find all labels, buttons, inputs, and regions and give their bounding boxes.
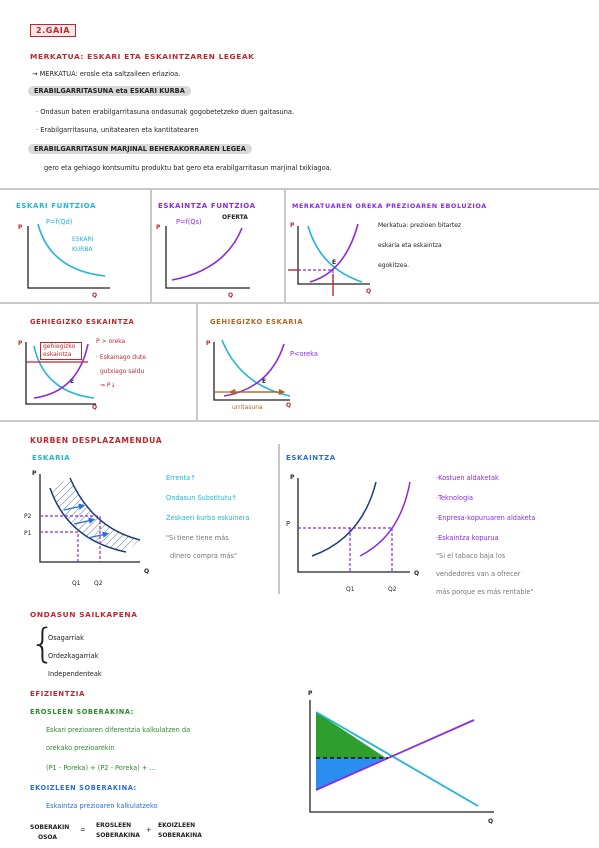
quantity-label: Q2: [94, 580, 103, 587]
demand-function-title: ESKARI FUNTZIOA: [16, 202, 97, 210]
demand-formula: P=f(Qd): [46, 218, 73, 226]
producer-surplus-term: SOBERAKINA: [158, 832, 202, 839]
demand-shift-quote: "Si tiene tiene más: [166, 534, 229, 542]
excess-demand-note: P<oreka: [290, 350, 318, 358]
consumer-surplus-term: SOBERAKINA: [96, 832, 140, 839]
axis-p-label: P: [206, 340, 211, 347]
excess-demand-title: GEHIEGIZKO ESKARIA: [210, 318, 304, 326]
demand-shift-note: Ondasun Substitutu↑: [166, 494, 237, 502]
utility-heading: ERABILGARRITASUNA eta ESKARI KURBA: [28, 86, 191, 96]
axis-p-label: P: [290, 474, 295, 481]
efficiency-title: EFIZIENTZIA: [30, 690, 85, 698]
total-surplus-label: OSOA: [38, 834, 58, 841]
consumer-surplus-title: EROSLEEN SOBERAKINA:: [30, 708, 134, 716]
goods-item: Ordezkagarriak: [48, 652, 99, 660]
axis-p-label: P: [156, 224, 161, 231]
section-title: MERKATUA: ESKARI ETA ESKAINTZAREN LEGEAK: [30, 52, 255, 61]
axis-q-label: Q: [144, 568, 150, 575]
quantity-label: Q1: [346, 586, 355, 593]
demand-shift-note: Zeskaeri kurba eskuinera: [166, 514, 250, 522]
marginal-utility-heading: ERABILGARRITASUN MARJINAL BEHERAKORRAREN LEGEA: [28, 144, 252, 154]
quantity-label: Q2: [388, 586, 397, 593]
equilibrium-point-label: E: [70, 378, 75, 385]
market-definition: → MERKATUA: erosle eta saltzaileen erlazioa.: [32, 70, 181, 78]
excess-supply-note: · Eskainago dute: [96, 354, 146, 361]
demand-shift-title: ESKARIA: [32, 454, 71, 462]
supply-shift-note: ·Teknologia: [436, 494, 474, 502]
consumer-surplus-text: Eskari prezioaren diferentzia kalkulatzen da: [46, 726, 191, 734]
demand-curve-label: KURBA: [72, 246, 93, 253]
total-surplus-label: SOBERAKIN: [30, 824, 70, 831]
equilibrium-text: egokitzea.: [378, 262, 410, 269]
shifts-title: KURBEN DESPLAZAMENDUA: [30, 436, 163, 445]
supply-formula: P=f(Qs): [176, 218, 202, 226]
supply-shift-note: ·Kostuen aldaketak: [436, 474, 499, 482]
supply-function-title: ESKAINTZA FUNTZIOA: [158, 202, 256, 210]
supply-shift-title: ESKAINTZA: [286, 454, 336, 462]
axis-q-label: Q: [488, 818, 494, 825]
topic-tag: 2.GAIA: [30, 24, 76, 37]
producer-surplus-text: Eskaintza prezioaren kalkulatzeko: [46, 802, 158, 810]
axis-q-label: Q: [286, 402, 292, 409]
price-label: P: [286, 520, 290, 528]
price-label: P1: [24, 530, 32, 537]
supply-shift-quote: "Si el tabaco baja los: [436, 552, 506, 560]
equilibrium-point-label: E: [332, 259, 337, 266]
producer-surplus-term: EKOIZLEEN: [158, 822, 196, 829]
goods-title: ONDASUN SAILKAPENA: [30, 610, 138, 619]
consumer-surplus-text: (P1 - Poreka) + (P2 - Poreka) + ...: [46, 764, 156, 772]
demand-shift-quote: dinero compra más": [170, 552, 237, 560]
quantity-label: Q1: [72, 580, 81, 587]
demand-curve-label: ESKARI: [72, 236, 94, 243]
axis-p-label: P: [308, 690, 313, 697]
bullet-utility: · Ondasun baten erabilgarritasuna ondasunak gogobetetzeko duen gaitasuna.: [36, 108, 295, 116]
equals-sign: =: [80, 826, 86, 834]
plus-sign: +: [146, 826, 152, 834]
axis-q-label: Q: [414, 570, 420, 577]
equilibrium-text: eskaria eta eskaintza: [378, 242, 442, 249]
equilibrium-title: MERKATUAREN OREKA PREZIOAREN EBOLUZIOA: [292, 202, 487, 210]
axis-q-label: Q: [92, 292, 98, 299]
axis-p-label: P: [290, 222, 295, 229]
marginal-utility-text: gero eta gehiago kontsumitu produktu bat gero eta erabilgarritasun marjinal txikiagoa.: [44, 164, 332, 172]
excess-supply-box: gehiegizko eskaintza: [40, 342, 82, 360]
excess-supply-note: P > oreka: [96, 338, 126, 345]
brace: {: [30, 621, 56, 667]
axis-q-label: Q: [92, 404, 98, 411]
axis-p-label: P: [18, 224, 23, 231]
excess-supply-note: ⇒ P↓: [100, 382, 116, 389]
supply-shift-note: ·Eskaintza kopurua: [436, 534, 499, 542]
excess-supply-title: GEHIEGIZKO ESKAINTZA: [30, 318, 135, 326]
shortage-label: urritasuna: [232, 404, 263, 411]
excess-supply-note: gutxiago saldu: [100, 368, 145, 375]
supply-shift-quote: más porque es más rentable": [436, 588, 534, 596]
supply-shift-note: ·Enpresa-kopuruaren aldaketa: [436, 514, 536, 522]
price-label: P2: [24, 513, 32, 520]
consumer-surplus-text: orekako prezioarekin: [46, 744, 115, 752]
supply-shift-quote: vendedores van a ofrecer: [436, 570, 521, 578]
bullet-utility-2: · Erabilgarritasuna, unitatearen eta kantitatearen: [36, 126, 199, 134]
producer-surplus-title: EKOIZLEEN SOBERAKINA:: [30, 784, 137, 792]
supply-curve-label: OFERTA: [222, 214, 248, 221]
equilibrium-text: Merkatua: prezioen bitartez: [378, 222, 462, 229]
equilibrium-point-label: E: [262, 378, 267, 385]
axis-q-label: Q: [228, 292, 234, 299]
goods-item: Osagarriak: [48, 634, 84, 642]
axis-q-label: Q: [366, 288, 372, 295]
axis-p-label: P: [18, 340, 23, 347]
demand-shift-note: Errenta↑: [166, 474, 196, 482]
consumer-surplus-term: EROSLEEN: [96, 822, 132, 829]
goods-item: Independenteak: [48, 670, 102, 678]
axis-p-label: P: [32, 470, 37, 477]
